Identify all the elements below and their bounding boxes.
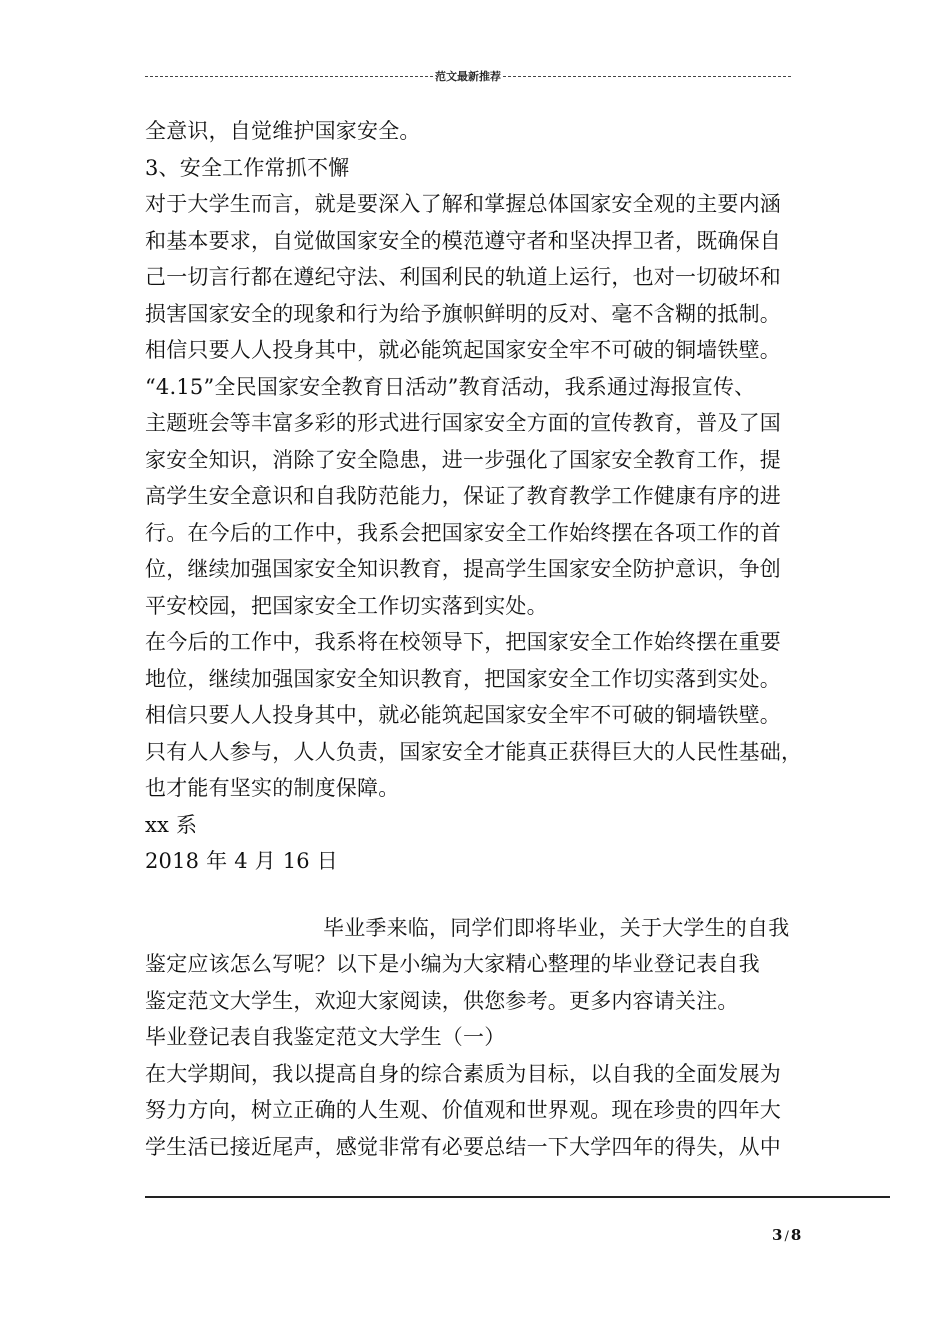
paragraph-line: 在大学期间，我以提高自身的综合素质为目标，以自我的全面发展为 (145, 1061, 781, 1086)
paragraph-line: 也才能有坚实的制度保障。 (145, 776, 400, 800)
intro-line: 鉴定应该怎么写呢？以下是小编为大家精心整理的毕业登记表自我 (145, 952, 760, 976)
paragraph-line: 在今后的工作中，我系将在校领导下，把国家安全工作始终摆在重要 (145, 630, 781, 654)
paragraph-line: 家安全知识，消除了安全隐患，进一步强化了国家安全教育工作，提 (145, 447, 781, 472)
paragraph-line: 行。在今后的工作中，我系会把国家安全工作始终摆在各项工作的首 (145, 520, 781, 545)
paragraph-line: 全意识，自觉维护国家安全。 (145, 119, 421, 143)
paragraph-line: 己一切言行都在遵纪守法、利国利民的轨道上运行，也对一切破坏和 (145, 265, 781, 289)
page-separator: / (784, 1229, 789, 1244)
page-header (145, 68, 791, 84)
header-dash-left (145, 76, 433, 77)
paragraph-line: “4.15”全民国家安全教育日活动”教育活动，我系通过海报宣传、 (145, 374, 756, 399)
intro-line: 鉴定范文大学生，欢迎大家阅读，供您参考。更多内容请关注。 (145, 988, 739, 1013)
document-body (145, 113, 825, 1165)
blank-spacer (145, 880, 825, 910)
paragraph-line: 只有人人参与，人人负责，国家安全才能真正获得巨大的人民性基础， (145, 739, 803, 764)
paragraph-line: 学生活已接近尾声，感觉非常有必要总结一下大学四年的得失，从中 (145, 1134, 781, 1159)
paragraph-line: 相信只要人人投身其中，就必能筑起国家安全牢不可破的铜墙铁壁。 (145, 703, 781, 727)
paragraph-line: 高学生安全意识和自我防范能力，保证了教育教学工作健康有序的进 (145, 484, 781, 508)
paragraph-line: 对于大学生而言，就是要深入了解和掌握总体国家安全观的主要内涵 (145, 192, 781, 216)
signature-department: xx 系 (145, 812, 198, 837)
section-heading: 3、安全工作常抓不懈 (145, 155, 350, 180)
paragraph-line: 位，继续加强国家安全知识教育，提高学生国家安全防护意识，争创 (145, 557, 781, 581)
paragraph-line: 相信只要人人投身其中，就必能筑起国家安全牢不可破的铜墙铁壁。 (145, 338, 781, 362)
paragraph-line: 地位，继续加强国家安全知识教育，把国家安全工作切实落到实处。 (145, 666, 781, 691)
header-title: 范文最新推荐 (435, 70, 501, 83)
total-pages: 8 (790, 1226, 802, 1244)
current-page: 3 (772, 1226, 783, 1244)
page-number (772, 1226, 801, 1244)
paragraph-line: 努力方向，树立正确的人生观、价值观和世界观。现在珍贵的四年大 (145, 1098, 781, 1122)
intro-line: 毕业季来临，同学们即将毕业，关于大学生的自我 (323, 915, 790, 940)
signature-date: 2018 年 4 月 16 日 (145, 849, 338, 873)
header-dash-right (503, 76, 791, 77)
paragraph-line: 和基本要求，自觉做国家安全的模范遵守者和坚决捍卫者，既确保自 (145, 228, 781, 253)
footer-divider (145, 1196, 890, 1198)
paragraph-line: 损害国家安全的现象和行为给予旗帜鲜明的反对、毫不含糊的抵制。 (145, 301, 781, 326)
article-subtitle: 毕业登记表自我鉴定范文大学生（一） (145, 1025, 506, 1049)
paragraph-line: 平安校园，把国家安全工作切实落到实处。 (145, 593, 548, 618)
paragraph-line: 主题班会等丰富多彩的形式进行国家安全方面的宣传教育，普及了国 (145, 411, 781, 435)
